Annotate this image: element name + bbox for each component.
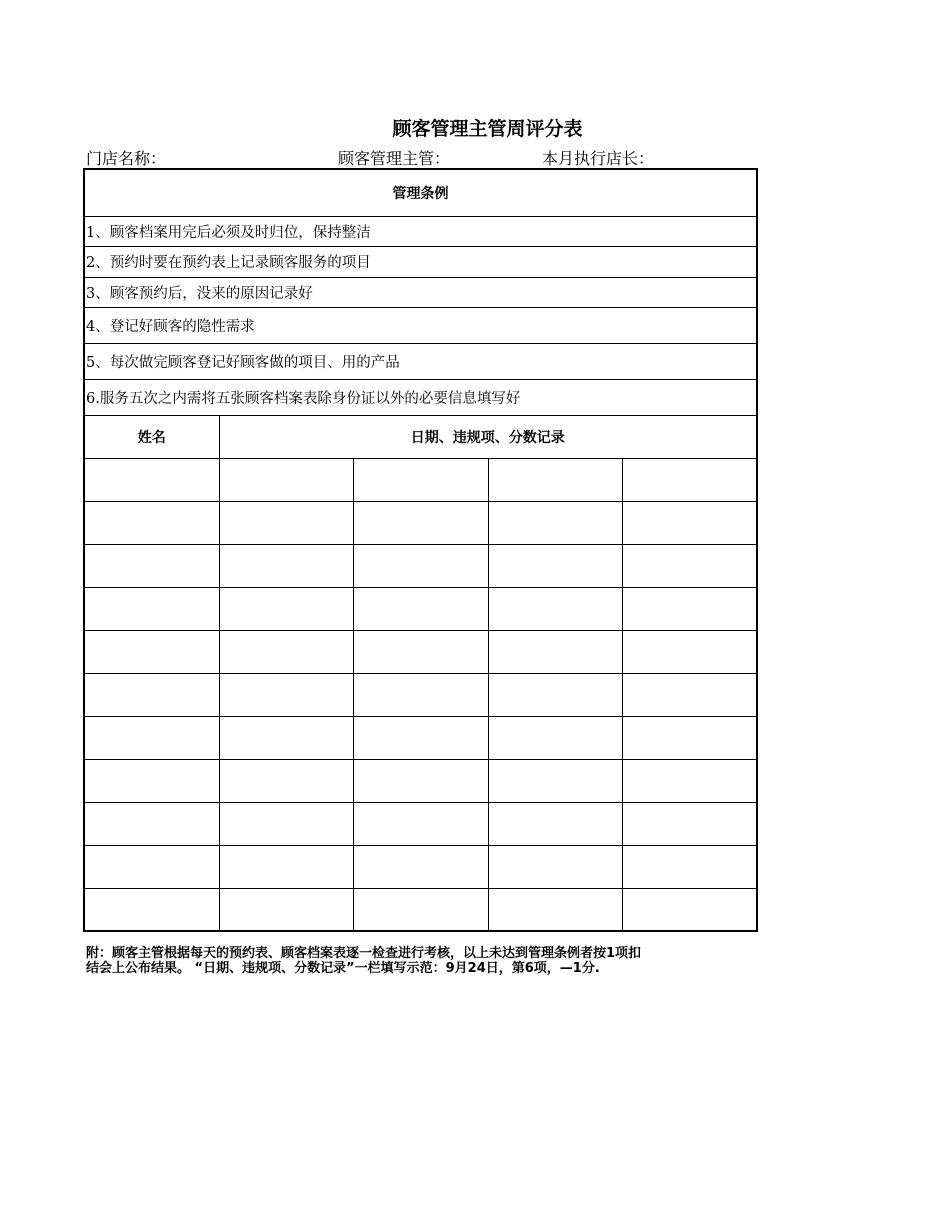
name-cell[interactable] — [84, 888, 219, 931]
table-row — [84, 630, 757, 673]
record-cell[interactable] — [353, 716, 488, 759]
record-cell[interactable] — [488, 759, 622, 802]
name-cell[interactable] — [84, 845, 219, 888]
record-cell[interactable] — [622, 587, 757, 630]
record-cell[interactable] — [488, 802, 622, 845]
record-cell[interactable] — [353, 673, 488, 716]
rule-item: 3、顾客预约后，没来的原因记录好 — [84, 277, 757, 307]
rule-item: 4、登记好顾客的隐性需求 — [84, 307, 757, 343]
record-header: 日期、违规项、分数记录 — [219, 415, 757, 458]
rule-item: 5、每次做完顾客登记好顾客做的项目、用的产品 — [84, 343, 757, 379]
record-cell[interactable] — [219, 587, 353, 630]
record-cell[interactable] — [622, 544, 757, 587]
name-cell[interactable] — [84, 501, 219, 544]
record-cell[interactable] — [488, 458, 622, 501]
table-row — [84, 845, 757, 888]
record-cell[interactable] — [488, 587, 622, 630]
record-cell[interactable] — [219, 716, 353, 759]
rule-item: 6.服务五次之内需将五张顾客档案表除身份证以外的必要信息填写好 — [84, 379, 757, 415]
table-row — [84, 888, 757, 931]
name-cell[interactable] — [84, 630, 219, 673]
record-cell[interactable] — [219, 802, 353, 845]
table-row — [84, 587, 757, 630]
record-cell[interactable] — [353, 888, 488, 931]
name-cell[interactable] — [84, 458, 219, 501]
record-cell[interactable] — [353, 802, 488, 845]
record-cell[interactable] — [488, 544, 622, 587]
rule-item: 1、顾客档案用完后必须及时归位，保持整洁 — [84, 216, 757, 246]
store-name-label: 门店名称： — [86, 149, 167, 168]
record-cell[interactable] — [219, 845, 353, 888]
name-cell[interactable] — [84, 716, 219, 759]
record-cell[interactable] — [622, 802, 757, 845]
supervisor-label: 顾客管理主管： — [338, 149, 451, 168]
name-cell[interactable] — [84, 673, 219, 716]
name-cell[interactable] — [84, 759, 219, 802]
record-cell[interactable] — [353, 544, 488, 587]
table-row — [84, 458, 757, 501]
record-cell[interactable] — [622, 630, 757, 673]
record-cell[interactable] — [488, 888, 622, 931]
table-row — [84, 802, 757, 845]
record-cell[interactable] — [219, 458, 353, 501]
table-row — [84, 673, 757, 716]
footnote-line-2: 结会上公布结果。 “日期、违规项、分数记录”一栏填写示范：9月24日，第6项，—1分. — [86, 961, 600, 976]
name-cell[interactable] — [84, 587, 219, 630]
table-row — [84, 544, 757, 587]
table-row — [84, 759, 757, 802]
name-cell[interactable] — [84, 802, 219, 845]
record-cell[interactable] — [219, 673, 353, 716]
score-table — [83, 168, 758, 932]
record-cell[interactable] — [622, 716, 757, 759]
table-row — [84, 716, 757, 759]
record-cell[interactable] — [353, 845, 488, 888]
record-cell[interactable] — [488, 673, 622, 716]
record-cell[interactable] — [622, 673, 757, 716]
name-header: 姓名 — [84, 415, 219, 458]
record-cell[interactable] — [622, 501, 757, 544]
record-cell[interactable] — [622, 458, 757, 501]
rule-item: 2、预约时要在预约表上记录顾客服务的项目 — [84, 246, 757, 277]
record-cell[interactable] — [488, 845, 622, 888]
record-cell[interactable] — [488, 630, 622, 673]
record-cell[interactable] — [219, 759, 353, 802]
record-cell[interactable] — [488, 501, 622, 544]
manager-label: 本月执行店长： — [542, 149, 655, 168]
record-cell[interactable] — [353, 501, 488, 544]
table-row — [84, 501, 757, 544]
record-cell[interactable] — [219, 888, 353, 931]
record-cell[interactable] — [219, 544, 353, 587]
record-cell[interactable] — [353, 587, 488, 630]
footnote — [86, 946, 766, 976]
page-title: 顾客管理主管周评分表 — [392, 118, 583, 140]
record-cell[interactable] — [622, 759, 757, 802]
record-cell[interactable] — [622, 888, 757, 931]
record-cell[interactable] — [353, 630, 488, 673]
record-cell[interactable] — [353, 458, 488, 501]
rules-header: 管理条例 — [84, 169, 757, 216]
record-cell[interactable] — [622, 845, 757, 888]
record-cell[interactable] — [219, 501, 353, 544]
name-cell[interactable] — [84, 544, 219, 587]
record-cell[interactable] — [488, 716, 622, 759]
footnote-line-1: 附：顾客主管根据每天的预约表、顾客档案表逐一检查进行考核，以上未达到管理条例者按1项扣 — [86, 946, 642, 961]
record-cell[interactable] — [219, 630, 353, 673]
record-cell[interactable] — [353, 759, 488, 802]
